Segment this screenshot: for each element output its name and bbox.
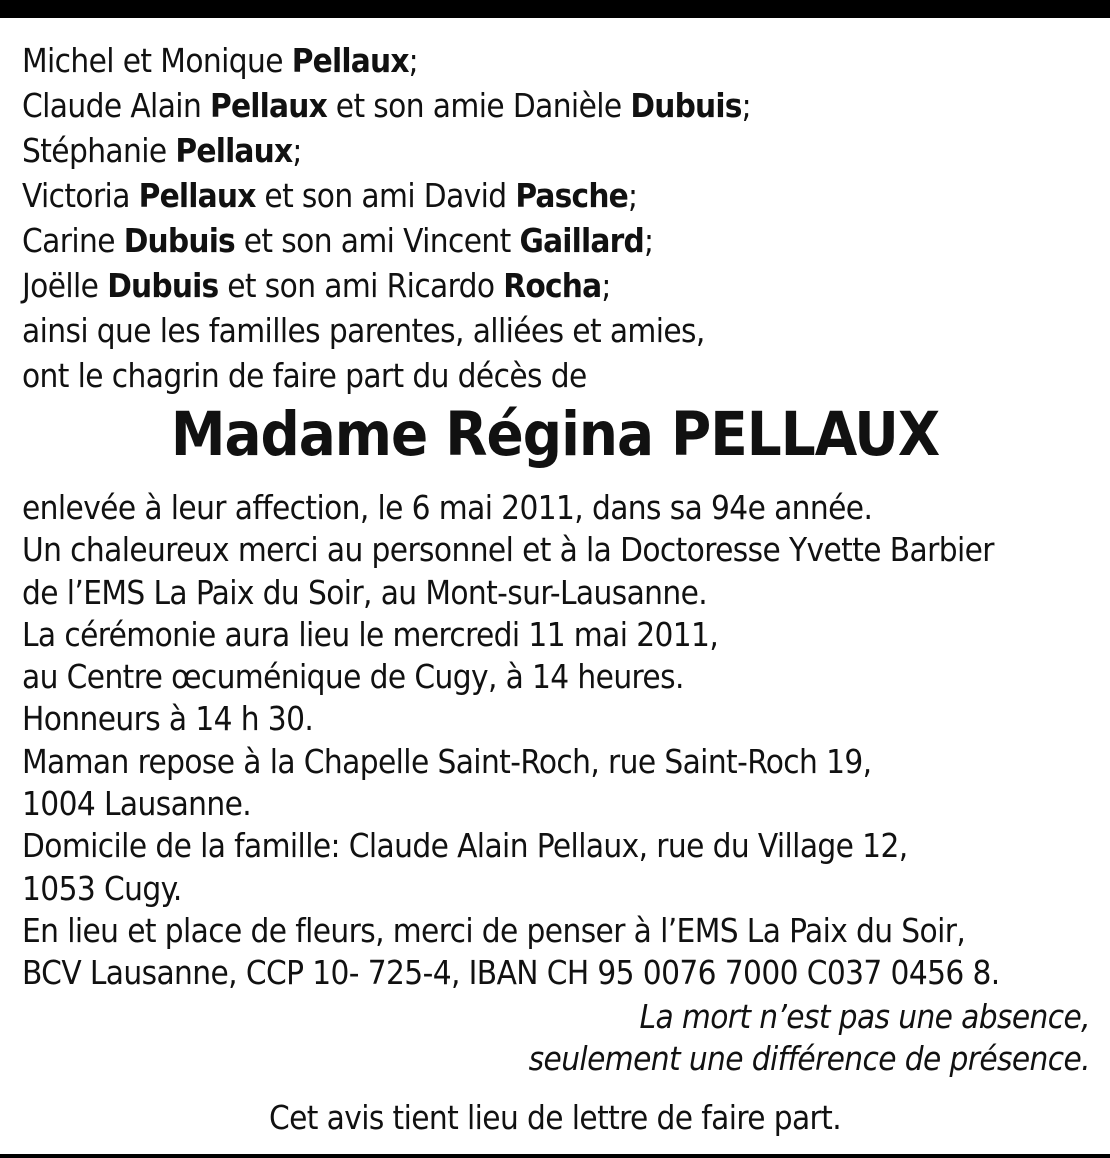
top-border-rule xyxy=(0,0,1110,18)
body-line-10: 1053 Cugy. xyxy=(22,868,182,908)
notice-body xyxy=(22,487,1092,995)
family-line-4: Victoria Pellaux et son ami David Pasche; xyxy=(22,176,638,215)
body-line-12: BCV Lausanne, CCP 10- 725-4, IBAN CH 95 0076 7000 C037 0456 8. xyxy=(22,953,1000,993)
deceased-name-heading: Madame Régina PELLAUX xyxy=(170,399,940,470)
family-line-5: Carine Dubuis et son ami Vincent Gaillard; xyxy=(22,221,654,260)
family-line-6: Joëlle Dubuis et son ami Ricardo Rocha; xyxy=(22,266,611,305)
family-list xyxy=(22,38,1092,398)
body-line-11: En lieu et place de fleurs, merci de penser à l’EMS La Paix du Soir, xyxy=(22,910,966,950)
closing-statement: Cet avis tient lieu de lettre de faire part. xyxy=(268,1098,842,1137)
family-line-1: Michel et Monique Pellaux; xyxy=(22,41,419,80)
intro-line-2: ont le chagrin de faire part du décès de xyxy=(22,356,587,395)
body-line-3: de l’EMS La Paix du Soir, au Mont-sur-Lausanne. xyxy=(22,572,708,612)
body-line-4: La cérémonie aura lieu le mercredi 11 mai 2011, xyxy=(22,614,719,654)
intro-line-1: ainsi que les familles parentes, alliées et amies, xyxy=(22,311,705,350)
quote-line-2: seulement une différence de présence. xyxy=(528,1039,1090,1078)
body-line-2: Un chaleureux merci au personnel et à la Doctoresse Yvette Barbier xyxy=(22,530,994,570)
family-line-2: Claude Alain Pellaux et son amie Danièle Dubuis; xyxy=(22,86,752,125)
body-line-1: enlevée à leur affection, le 6 mai 2011, dans sa 94e année. xyxy=(22,488,873,527)
body-line-7: Maman repose à la Chapelle Saint-Roch, rue Saint-Roch 19, xyxy=(22,741,872,781)
bottom-border-rule xyxy=(0,1154,1110,1158)
quote-line-1: La mort n’est pas une absence, xyxy=(639,997,1090,1036)
body-line-5: au Centre œcuménique de Cugy, à 14 heures. xyxy=(22,657,684,697)
closing-quote xyxy=(529,996,1090,1080)
body-line-8: 1004 Lausanne. xyxy=(22,784,252,824)
body-line-6: Honneurs à 14 h 30. xyxy=(22,699,314,739)
family-line-3: Stéphanie Pellaux; xyxy=(22,131,302,170)
body-line-9: Domicile de la famille: Claude Alain Pellaux, rue du Village 12, xyxy=(22,826,908,866)
